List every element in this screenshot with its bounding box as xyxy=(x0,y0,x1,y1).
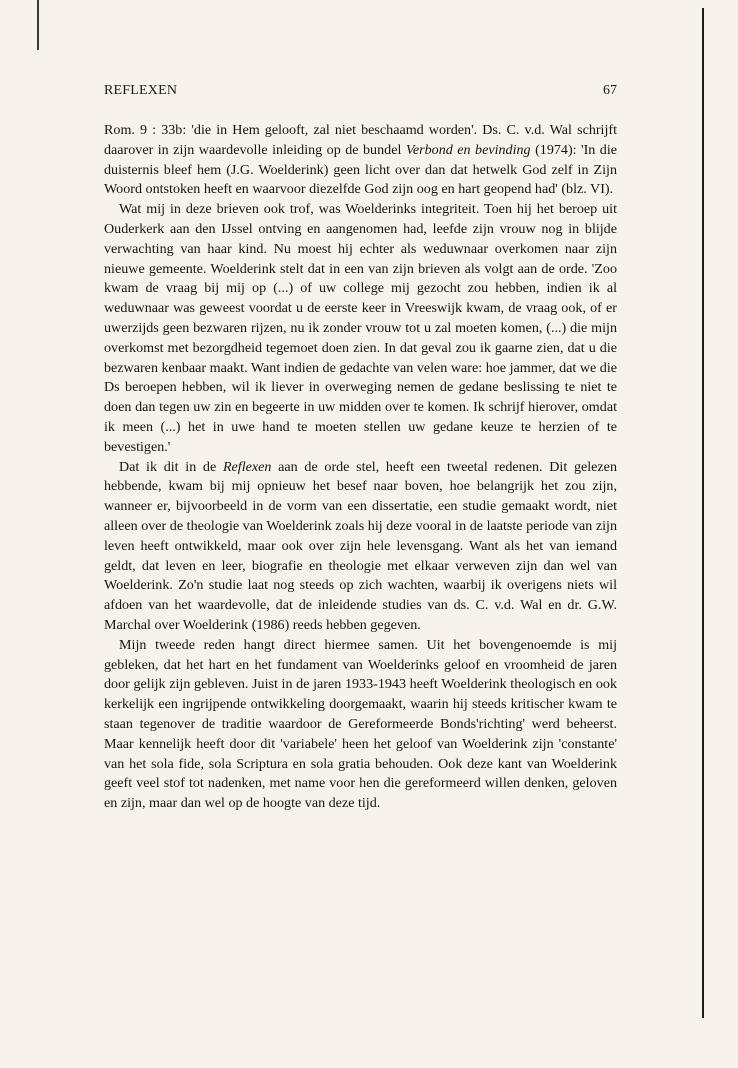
paragraph-2: Wat mij in deze brieven ook trof, was Woelderinks integriteit. Toen hij het beroep uit Ouderkerk aan den IJssel ontving en aangenomen had, leefde zijn vrouw nog in blijde verwachting van haar kind. Nu moest hij echter als weduwnaar overkomen naar zijn nieuwe gemeente. Woelderink stelt dat in een van zijn brieven als volgt aan de orde. 'Zoo kwam de vraag bij mij op (...) of uw college mij gezocht zou hebben, indien ik al weduwnaar was geweest voordat u de eerste keer in Vreeswijk kwam, de vraag ook, of er uwerzijds geen bezwaren rijzen, nu ik zonder vrouw tot u zal moeten komen, (...) die mijn overkomst met bezorgdheid tegemoet doen zien. In dat geval zou ik gaarne zien, dat u die bezwaren kenbaar maakt. Want indien de gedachte van velen ware: hoe jammer, dat we die Ds beroepen hebben, wil ik liever in overweging nemen de gedane beslissing te niet te doen dan tegen uw zin en begeerte in uw midden over te komen. Ik schrijf hierover, omdat ik meen (...) het in uwe hand te moeten stellen uw gedane keuze te herzien of te bevestigen.' xyxy=(104,201,618,455)
page-edge-shadow-right xyxy=(702,8,704,1018)
paragraph-1-text-b: (1974): 'In die duisternis bleef hem (J.G. Woelderink) geen licht over dan dat hetwelk God zelf in Zijn Woord ontstoken heeft en waarvoor diezelfde God zijn oog en hart geopend had' (blz. VI). xyxy=(104,141,617,198)
paragraph-3 xyxy=(104,458,617,636)
journal-title-reflexen: Reflexen xyxy=(222,458,272,475)
paragraph-4: Mijn tweede reden hangt direct hiermee samen. Uit het bovengenoemde is mij gebleken, dat het hart en het fundament van Woelderinks geloof en vroomheid de jaren door gelijk zijn gebleven. Juist in de jaren 1933-1943 heeft Woelderink theologisch en ook kerkelijk een ingrijpende ontwikkeling doorgemaakt, waarin hij steeds kritischer kwam te staan tegenover de traditie waardoor de Gereformeerde Bonds'richting' werd beheerst. Maar kennelijk heeft door dit 'variabele' heen het geloof van Woelderink zijn 'constante' van het sola fide, sola Scriptura en sola gratia behouden. Ook deze kant van Woelderink geeft veel stof tot nadenken, met name voor hen die gereformeerd willen denken, geloven en zijn, maar dan wel op de hoogte van deze tijd. xyxy=(104,636,617,812)
paragraph-1 xyxy=(104,121,617,200)
running-head xyxy=(104,83,617,101)
book-title-verbond-en-bevinding: Verbond en bevinding xyxy=(405,141,531,158)
paragraph-3-text-a: Dat ik dit in de xyxy=(119,458,223,475)
body-text xyxy=(104,121,617,814)
running-title: REFLEXEN xyxy=(104,83,178,98)
paragraph-1-text-a: Rom. 9 : 33b: 'die in Hem gelooft, zal niet beschaamd worden'. Ds. C. v.d. Wal schrijft daarover in zijn waardevolle inleiding op de bundel xyxy=(104,122,617,158)
page-number: 67 xyxy=(603,83,617,98)
page-edge-shadow-left xyxy=(37,0,39,50)
paragraph-3-text-b: aan de orde stel, heeft een tweetal redenen. Dit gelezen hebbende, kwam bij mij opnieuw het besef naar boven, hoe belangrijk het zou zijn, wanneer er, bijvoorbeeld in de vorm van een dissertatie, een studie gemaakt wordt, niet alleen over de theologie van Woelderink zoals hij deze vooral in de laatste periode van zijn leven heeft ontwikkeld, maar ook over zijn hele levensgang. Want als het van iemand geldt, dat leven en leer, biografie en theologie met elkaar verweven zijn dan wel van Woelderink. Zo'n studie laat nog steeds op zich wachten, waarbij ik overigens niets wil afdoen van het waardevolle, dat de inleidende studies van ds. C. v.d. Wal en dr. G.W. Marchal over Woelderink (1986) reeds hebben gegeven. xyxy=(104,458,617,633)
